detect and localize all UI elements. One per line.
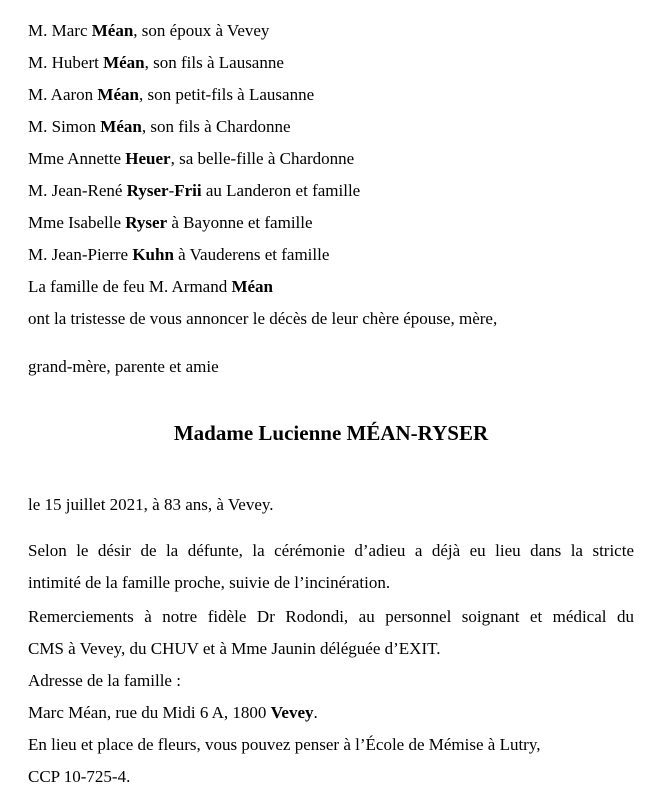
text-segment: , son fils à Chardonne [141,117,291,136]
text-segment: ont la tristesse de vous annoncer le décès de leur chère épouse, mère, [28,309,498,328]
text-segment: La famille de feu M. Armand [28,277,232,296]
text-segment: M. Simon [28,117,101,136]
text-segment: M. Jean-Pierre [28,245,133,264]
surname-bold: Méan [91,21,134,40]
surname-bold: Ryser [125,213,168,232]
deceased-name-title: Madame Lucienne MÉAN-RYSER [173,421,489,445]
flowers-line: En lieu et place de fleurs, vous pouvez penser à l’École de Mémise à Lutry, [28,735,541,754]
thanks-line: CMS à Vevey, du CHUV et à Mme Jaunin déléguée d’EXIT. [28,639,441,658]
text-segment: Marc Méan, rue du Midi 6 A, 1800 [28,703,271,722]
text-segment: M. Hubert [28,53,104,72]
text-segment: Mme Annette [28,149,126,168]
surname-bold: Méan [100,117,142,136]
surname-bold: Kuhn [132,245,174,264]
text-segment: à Bayonne et famille [167,213,313,232]
family-line [28,47,634,79]
closing-line: grand-mère, parente et amie [28,357,219,376]
family-line [28,15,634,47]
text-segment: , son petit-fils à Lausanne [138,85,315,104]
surname-bold: Méan [103,53,145,72]
text-segment: Mme Isabelle [28,213,126,232]
text-segment: M. Aaron [28,85,98,104]
text-segment: . [313,703,318,722]
text-segment: - [168,181,175,200]
text-segment: M. Jean-René [28,181,127,200]
family-line [28,271,634,303]
family-line [28,143,634,175]
address-line [28,697,634,729]
ceremony-line: intimité de la famille proche, suivie de l’incinération. [28,573,391,592]
surname-bold: Méan [231,277,274,296]
family-line [28,175,634,207]
text-segment: , sa belle-fille à Chardonne [170,149,355,168]
surname-bold: Frii [174,181,202,200]
ccp-line: CCP 10-725-4. [28,767,131,786]
ceremony-paragraph [28,535,634,599]
family-line [28,303,634,335]
address-label: Adresse de la famille : [28,671,181,690]
family-line [28,111,634,143]
text-segment: , son époux à Vevey [133,21,270,40]
text-segment: au Landeron et famille [201,181,361,200]
thanks-line: Remerciements à notre fidèle Dr Rodondi, au personnel soignant et médical du [28,607,634,626]
text-segment: M. Marc [28,21,92,40]
surname-bold: Ryser [126,181,169,200]
ceremony-line: Selon le désir de la défunte, la cérémonie d’adieu a déjà eu lieu dans la stricte [28,541,634,560]
family-list [28,15,634,335]
surname-bold: Vevey [270,703,314,722]
family-line [28,239,634,271]
surname-bold: Méan [97,85,139,104]
text-segment: , son fils à Lausanne [144,53,284,72]
text-segment: à Vauderens et famille [173,245,330,264]
family-line [28,207,634,239]
family-line [28,79,634,111]
surname-bold: Heuer [125,149,171,168]
date-line: le 15 juillet 2021, à 83 ans, à Vevey. [28,495,274,514]
thanks-paragraph [28,601,634,665]
